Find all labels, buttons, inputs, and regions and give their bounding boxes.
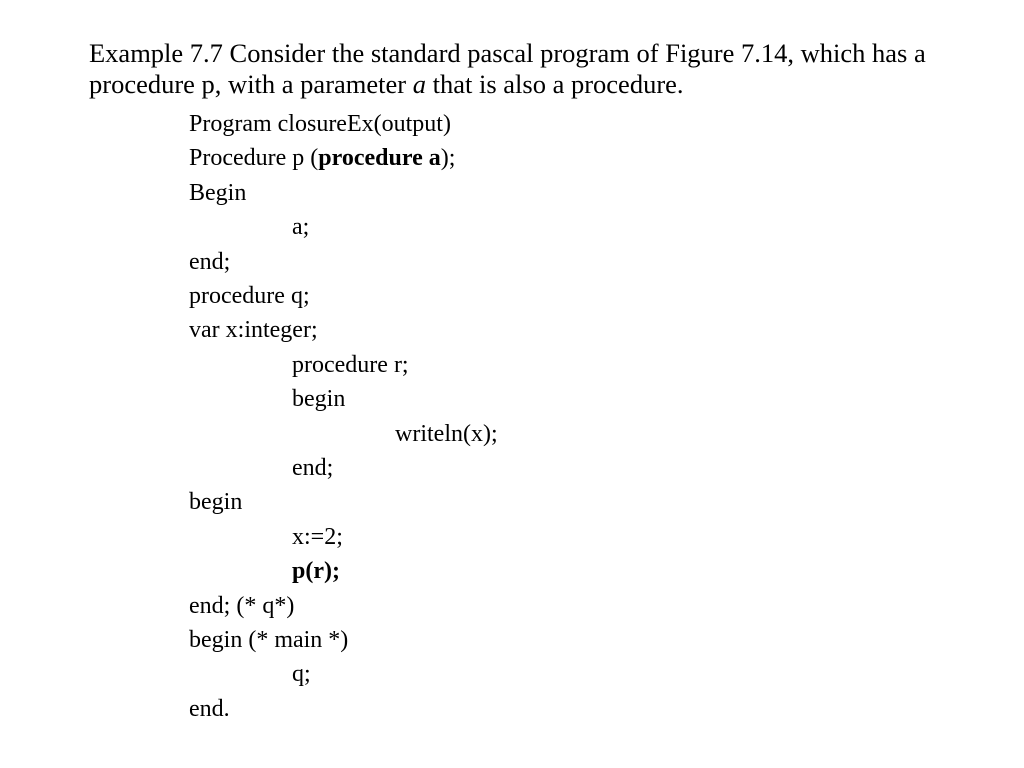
intro-param-italic: a: [412, 69, 426, 99]
code-line-16: begin (* main *): [189, 627, 349, 653]
code-line-13: x:=2;: [292, 523, 343, 550]
code-line-18: end.: [189, 695, 230, 722]
code-line-14: [292, 554, 340, 588]
code-line-14-bold: p(r);: [292, 558, 340, 585]
code-line-11: end;: [292, 455, 334, 481]
code-line-2-bold: procedure a: [318, 145, 441, 172]
code-line-5: end;: [189, 248, 231, 275]
intro-prefix: Example 7.7 Consider the standard pascal program of Figure 7.14, which has a procedure p, with a parameter: [89, 38, 926, 99]
code-line-4: a;: [292, 214, 310, 241]
example-description: [89, 38, 989, 100]
code-line-6: procedure q;: [189, 283, 310, 309]
code-line-3: Begin: [189, 179, 247, 206]
example-paragraph: [89, 38, 989, 100]
code-line-1: Program closureEx(output): [189, 111, 451, 137]
code-line-2-a: Procedure p (: [189, 145, 319, 172]
code-line-2: [189, 141, 455, 175]
code-line-9: begin: [292, 386, 346, 413]
intro-suffix: that is also a procedure.: [425, 69, 684, 99]
code-line-8: procedure r;: [292, 351, 409, 378]
code-line-2-c: );: [440, 145, 456, 172]
code-line-7: var x:integer;: [189, 317, 318, 344]
code-line-15: end; (* q*): [189, 592, 295, 619]
code-line-12: begin: [189, 489, 243, 516]
code-line-10: writeln(x);: [395, 420, 498, 447]
code-line-17: q;: [292, 661, 311, 688]
